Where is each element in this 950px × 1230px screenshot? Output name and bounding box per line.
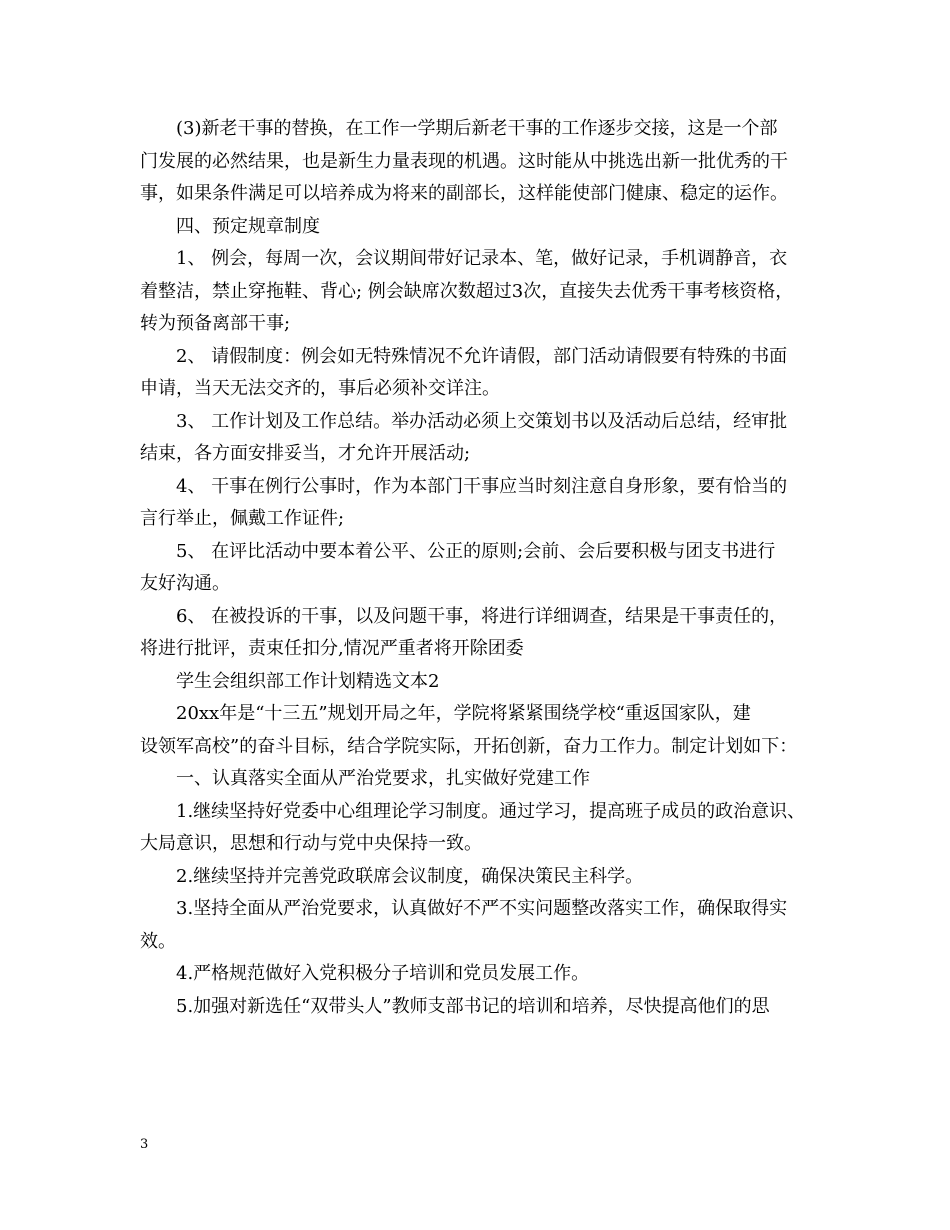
text-line: 事，如果条件满足可以培养成为将来的副部长，这样能使部门健康、稳定的运作。 (140, 183, 788, 204)
text-line: 5、 在评比活动中要本着公平、公正的原则;会前、会后要积极与团支书进行 (176, 540, 776, 562)
text-line: 6、 在被投诉的干事，以及问题干事，将进行详细调查，结果是干事责任的， (176, 605, 788, 627)
text-line: 结束，各方面安排妥当，才允许开展活动; (140, 443, 471, 464)
text-line: 1.继续坚持好党委中心组理论学习制度。通过学习，提高班子成员的政治意识、 (176, 800, 806, 822)
text-line: 效。 (140, 930, 176, 952)
text-line: 1、 例会，每周一次，会议期间带好记录本、笔，做好记录，手机调静音，衣 (176, 248, 788, 269)
text-line: 5.加强对新选任“双带头人”教师支部书记的培训和培养，尽快提高他们的思 (176, 995, 770, 1017)
text-line: 门发展的必然结果，也是新生力量表现的机遇。这时能从中挑选出新一批优秀的干 (140, 150, 788, 172)
text-line: 4、 干事在例行公事时，作为本部门干事应当时刻注意自身形象，要有恰当的 (176, 475, 788, 497)
text-line: 转为预备离部干事; (140, 313, 291, 334)
text-line: 4.严格规范做好入党积极分子培训和党员发展工作。 (176, 963, 590, 984)
text-line: 大局意识，思想和行动与党中央保持一致。 (140, 833, 482, 854)
text-line: 3、 工作计划及工作总结。举办活动必须上交策划书以及活动后总结，经审批 (176, 410, 788, 432)
text-line: 申请，当天无法交齐的，事后必须补交详注。 (140, 378, 500, 399)
text-line: 四、预定规章制度 (176, 215, 320, 237)
page-number: 3 (140, 1137, 149, 1152)
text-line: (3)新老干事的替换，在工作一学期后新老干事的工作逐步交接，这是一个部 (176, 118, 778, 139)
text-line: 一、认真落实全面从严治党要求，扎实做好党建工作 (176, 768, 590, 789)
text-line: 设领军高校”的奋斗目标，结合学院实际，开拓创新，奋力工作力。制定计划如下： (140, 735, 798, 757)
document-body (140, 113, 815, 1023)
text-line: 2、 请假制度：例会如无特殊情况不允许请假，部门活动请假要有特殊的书面 (176, 345, 788, 367)
text-line: 言行举止，佩戴工作证件; (140, 508, 345, 529)
text-line: 2.继续坚持并完善党政联席会议制度，确保决策民主科学。 (176, 865, 644, 887)
text-line: 3.坚持全面从严治党要求，认真做好不严不实问题整改落实工作，确保取得实 (176, 898, 788, 919)
text-line: 20xx年是“十三五”规划开局之年，学院将紧紧围绕学校“重返国家队，建 (176, 703, 751, 724)
text-line: 将进行批评，责束任扣分,情况严重者将开除团委 (140, 638, 524, 659)
text-line: 学生会组织部工作计划精选文本2 (176, 670, 440, 692)
text-line: 友好沟通。 (140, 573, 230, 594)
text-line: 着整洁，禁止穿拖鞋、背心; 例会缺席次数超过3次，直接失去优秀干事考核资格， (140, 280, 794, 302)
